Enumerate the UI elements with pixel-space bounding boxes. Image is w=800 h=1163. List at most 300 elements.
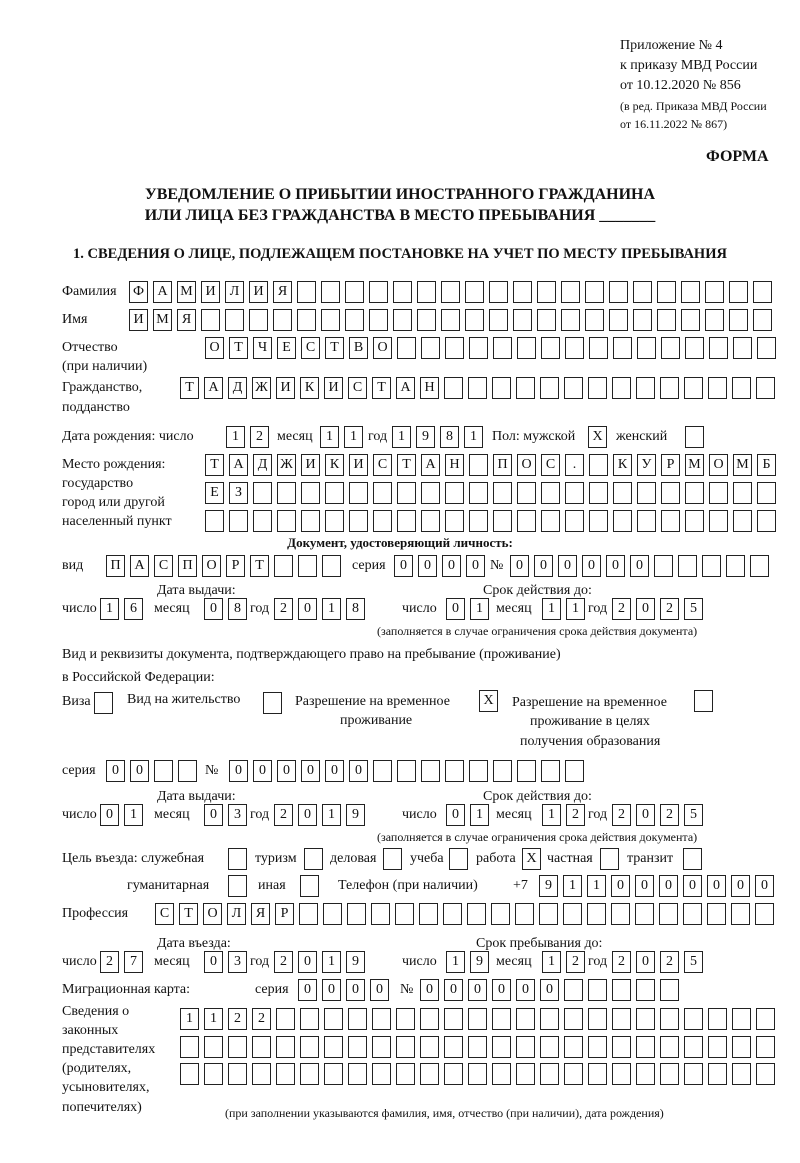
char-cell[interactable]	[276, 1063, 295, 1085]
char-cell[interactable]	[705, 309, 724, 331]
char-cell[interactable]	[561, 281, 580, 303]
char-cell[interactable]	[516, 1063, 535, 1085]
char-cell[interactable]	[441, 309, 460, 331]
char-cell[interactable]	[324, 1008, 343, 1030]
char-cell[interactable]: 1	[587, 875, 606, 897]
char-cell[interactable]	[228, 1063, 247, 1085]
char-cell[interactable]	[660, 1008, 679, 1030]
char-cell[interactable]: 1	[446, 951, 465, 973]
char-cell[interactable]	[372, 1036, 391, 1058]
char-cell[interactable]: 0	[446, 598, 465, 620]
char-cell[interactable]: Р	[275, 903, 294, 925]
char-cell[interactable]: 0	[298, 951, 317, 973]
checkbox-cell[interactable]	[228, 875, 247, 897]
char-cell[interactable]: 1	[322, 951, 341, 973]
char-cell[interactable]	[564, 1036, 583, 1058]
char-cell[interactable]: 2	[566, 951, 585, 973]
char-cell[interactable]	[565, 337, 584, 359]
char-cell[interactable]	[585, 309, 604, 331]
char-cell[interactable]: 0	[534, 555, 553, 577]
char-cell[interactable]	[750, 555, 769, 577]
char-cell[interactable]	[324, 1063, 343, 1085]
char-cell[interactable]: 0	[707, 875, 726, 897]
char-cell[interactable]	[681, 309, 700, 331]
char-cell[interactable]	[321, 281, 340, 303]
char-cell[interactable]	[492, 1008, 511, 1030]
char-cell[interactable]	[613, 510, 632, 532]
char-cell[interactable]	[541, 760, 560, 782]
char-cell[interactable]	[540, 377, 559, 399]
checkbox-cell[interactable]	[263, 692, 282, 714]
char-cell[interactable]	[225, 309, 244, 331]
char-cell[interactable]	[589, 510, 608, 532]
char-cell[interactable]: А	[229, 454, 248, 476]
char-cell[interactable]: О	[373, 337, 392, 359]
char-cell[interactable]: 2	[274, 951, 293, 973]
char-cell[interactable]: 2	[228, 1008, 247, 1030]
char-cell[interactable]	[613, 482, 632, 504]
char-cell[interactable]	[636, 1008, 655, 1030]
char-cell[interactable]: Ч	[253, 337, 272, 359]
char-cell[interactable]	[180, 1063, 199, 1085]
char-cell[interactable]: 0	[442, 555, 461, 577]
char-cell[interactable]	[726, 555, 745, 577]
char-cell[interactable]	[708, 377, 727, 399]
char-cell[interactable]: 1	[180, 1008, 199, 1030]
char-cell[interactable]	[297, 309, 316, 331]
char-cell[interactable]	[492, 1063, 511, 1085]
char-cell[interactable]: 1	[320, 426, 339, 448]
char-cell[interactable]	[252, 1063, 271, 1085]
char-cell[interactable]	[684, 1063, 703, 1085]
char-cell[interactable]: 0	[298, 979, 317, 1001]
char-cell[interactable]	[493, 510, 512, 532]
char-cell[interactable]: 0	[510, 555, 529, 577]
char-cell[interactable]: 1	[322, 804, 341, 826]
char-cell[interactable]	[588, 1063, 607, 1085]
char-cell[interactable]: 0	[298, 598, 317, 620]
char-cell[interactable]	[493, 760, 512, 782]
char-cell[interactable]	[732, 1008, 751, 1030]
char-cell[interactable]	[541, 337, 560, 359]
char-cell[interactable]: К	[613, 454, 632, 476]
char-cell[interactable]	[323, 903, 342, 925]
checkbox-cell[interactable]	[304, 848, 323, 870]
char-cell[interactable]: 0	[636, 804, 655, 826]
char-cell[interactable]: О	[205, 337, 224, 359]
char-cell[interactable]	[540, 1008, 559, 1030]
char-cell[interactable]	[396, 1008, 415, 1030]
char-cell[interactable]: 0	[298, 804, 317, 826]
char-cell[interactable]	[612, 1008, 631, 1030]
char-cell[interactable]	[444, 1008, 463, 1030]
char-cell[interactable]	[705, 281, 724, 303]
char-cell[interactable]: 2	[612, 804, 631, 826]
char-cell[interactable]: 0	[229, 760, 248, 782]
char-cell[interactable]	[300, 1008, 319, 1030]
char-cell[interactable]	[702, 555, 721, 577]
char-cell[interactable]	[373, 510, 392, 532]
char-cell[interactable]	[657, 309, 676, 331]
char-cell[interactable]: 1	[322, 598, 341, 620]
char-cell[interactable]	[441, 281, 460, 303]
char-cell[interactable]	[563, 903, 582, 925]
char-cell[interactable]	[609, 281, 628, 303]
char-cell[interactable]: 0	[755, 875, 774, 897]
char-cell[interactable]	[373, 760, 392, 782]
char-cell[interactable]: М	[177, 281, 196, 303]
char-cell[interactable]: 0	[370, 979, 389, 1001]
char-cell[interactable]: Т	[372, 377, 391, 399]
char-cell[interactable]: 8	[346, 598, 365, 620]
char-cell[interactable]	[444, 1036, 463, 1058]
char-cell[interactable]	[297, 281, 316, 303]
char-cell[interactable]	[633, 309, 652, 331]
char-cell[interactable]	[229, 510, 248, 532]
char-cell[interactable]	[393, 281, 412, 303]
char-cell[interactable]	[755, 903, 774, 925]
char-cell[interactable]	[420, 1008, 439, 1030]
char-cell[interactable]	[397, 482, 416, 504]
char-cell[interactable]	[732, 1063, 751, 1085]
char-cell[interactable]	[707, 903, 726, 925]
char-cell[interactable]: 0	[444, 979, 463, 1001]
char-cell[interactable]	[393, 309, 412, 331]
char-cell[interactable]	[397, 337, 416, 359]
char-cell[interactable]	[660, 377, 679, 399]
char-cell[interactable]: Я	[177, 309, 196, 331]
char-cell[interactable]: 0	[611, 875, 630, 897]
char-cell[interactable]	[443, 903, 462, 925]
char-cell[interactable]	[445, 337, 464, 359]
char-cell[interactable]	[588, 1036, 607, 1058]
char-cell[interactable]	[201, 309, 220, 331]
char-cell[interactable]	[540, 1063, 559, 1085]
char-cell[interactable]: 0	[253, 760, 272, 782]
char-cell[interactable]	[637, 510, 656, 532]
char-cell[interactable]: 8	[228, 598, 247, 620]
char-cell[interactable]: 9	[539, 875, 558, 897]
char-cell[interactable]	[732, 1036, 751, 1058]
char-cell[interactable]: Я	[251, 903, 270, 925]
char-cell[interactable]: Т	[180, 377, 199, 399]
char-cell[interactable]	[276, 1008, 295, 1030]
char-cell[interactable]: 2	[612, 598, 631, 620]
char-cell[interactable]	[249, 309, 268, 331]
char-cell[interactable]: 1	[124, 804, 143, 826]
char-cell[interactable]: И	[324, 377, 343, 399]
char-cell[interactable]: А	[204, 377, 223, 399]
char-cell[interactable]	[635, 903, 654, 925]
char-cell[interactable]: 6	[124, 598, 143, 620]
char-cell[interactable]: 2	[566, 804, 585, 826]
char-cell[interactable]: И	[201, 281, 220, 303]
char-cell[interactable]: К	[300, 377, 319, 399]
char-cell[interactable]: 3	[228, 804, 247, 826]
char-cell[interactable]	[612, 979, 631, 1001]
checkbox-cell[interactable]	[383, 848, 402, 870]
char-cell[interactable]: 1	[566, 598, 585, 620]
char-cell[interactable]	[276, 1036, 295, 1058]
char-cell[interactable]: С	[541, 454, 560, 476]
checkbox-cell[interactable]: X	[522, 848, 541, 870]
char-cell[interactable]	[274, 555, 293, 577]
char-cell[interactable]: 2	[100, 951, 119, 973]
char-cell[interactable]: Т	[179, 903, 198, 925]
char-cell[interactable]	[633, 281, 652, 303]
char-cell[interactable]	[395, 903, 414, 925]
char-cell[interactable]	[654, 555, 673, 577]
char-cell[interactable]: Н	[420, 377, 439, 399]
char-cell[interactable]	[709, 510, 728, 532]
char-cell[interactable]	[636, 377, 655, 399]
char-cell[interactable]	[587, 903, 606, 925]
char-cell[interactable]: 0	[466, 555, 485, 577]
char-cell[interactable]	[681, 281, 700, 303]
char-cell[interactable]	[421, 510, 440, 532]
char-cell[interactable]: М	[153, 309, 172, 331]
char-cell[interactable]	[756, 1063, 775, 1085]
char-cell[interactable]	[348, 1036, 367, 1058]
char-cell[interactable]	[516, 1036, 535, 1058]
char-cell[interactable]	[588, 377, 607, 399]
char-cell[interactable]	[659, 903, 678, 925]
char-cell[interactable]	[757, 482, 776, 504]
char-cell[interactable]	[564, 1063, 583, 1085]
char-cell[interactable]: И	[301, 454, 320, 476]
char-cell[interactable]: 0	[659, 875, 678, 897]
char-cell[interactable]	[273, 309, 292, 331]
char-cell[interactable]	[636, 979, 655, 1001]
checkbox-cell[interactable]	[694, 690, 713, 712]
char-cell[interactable]: 5	[684, 951, 703, 973]
char-cell[interactable]: А	[153, 281, 172, 303]
checkbox-cell[interactable]: X	[588, 426, 607, 448]
checkbox-cell[interactable]: X	[479, 690, 498, 712]
char-cell[interactable]	[444, 377, 463, 399]
char-cell[interactable]: 0	[204, 598, 223, 620]
char-cell[interactable]	[609, 309, 628, 331]
char-cell[interactable]	[445, 760, 464, 782]
char-cell[interactable]: Т	[325, 337, 344, 359]
char-cell[interactable]	[204, 1063, 223, 1085]
char-cell[interactable]	[372, 1008, 391, 1030]
char-cell[interactable]	[733, 510, 752, 532]
char-cell[interactable]	[205, 510, 224, 532]
char-cell[interactable]	[564, 1008, 583, 1030]
char-cell[interactable]	[565, 482, 584, 504]
char-cell[interactable]	[348, 1063, 367, 1085]
char-cell[interactable]	[657, 281, 676, 303]
char-cell[interactable]	[396, 1063, 415, 1085]
char-cell[interactable]	[277, 510, 296, 532]
char-cell[interactable]	[756, 1036, 775, 1058]
char-cell[interactable]	[228, 1036, 247, 1058]
char-cell[interactable]: 0	[301, 760, 320, 782]
char-cell[interactable]	[708, 1063, 727, 1085]
char-cell[interactable]	[420, 1063, 439, 1085]
char-cell[interactable]	[445, 510, 464, 532]
char-cell[interactable]: Ж	[252, 377, 271, 399]
char-cell[interactable]: И	[129, 309, 148, 331]
char-cell[interactable]	[371, 903, 390, 925]
char-cell[interactable]	[349, 510, 368, 532]
char-cell[interactable]: Р	[661, 454, 680, 476]
char-cell[interactable]: В	[349, 337, 368, 359]
char-cell[interactable]	[421, 760, 440, 782]
char-cell[interactable]: Т	[397, 454, 416, 476]
char-cell[interactable]: Т	[229, 337, 248, 359]
char-cell[interactable]: Я	[273, 281, 292, 303]
checkbox-cell[interactable]	[685, 426, 704, 448]
char-cell[interactable]: 9	[470, 951, 489, 973]
char-cell[interactable]: 1	[464, 426, 483, 448]
char-cell[interactable]: 1	[542, 951, 561, 973]
char-cell[interactable]	[708, 1036, 727, 1058]
char-cell[interactable]: И	[276, 377, 295, 399]
char-cell[interactable]: 1	[542, 804, 561, 826]
char-cell[interactable]	[516, 1008, 535, 1030]
char-cell[interactable]: Л	[227, 903, 246, 925]
char-cell[interactable]: 2	[660, 598, 679, 620]
char-cell[interactable]: И	[349, 454, 368, 476]
char-cell[interactable]: 9	[346, 951, 365, 973]
char-cell[interactable]	[637, 337, 656, 359]
char-cell[interactable]: 0	[100, 804, 119, 826]
char-cell[interactable]: 0	[636, 598, 655, 620]
char-cell[interactable]	[467, 903, 486, 925]
checkbox-cell[interactable]	[683, 848, 702, 870]
char-cell[interactable]: 0	[630, 555, 649, 577]
char-cell[interactable]	[468, 1008, 487, 1030]
char-cell[interactable]: М	[733, 454, 752, 476]
char-cell[interactable]: 5	[684, 598, 703, 620]
char-cell[interactable]	[684, 1008, 703, 1030]
char-cell[interactable]: 0	[277, 760, 296, 782]
char-cell[interactable]	[733, 337, 752, 359]
char-cell[interactable]: А	[421, 454, 440, 476]
char-cell[interactable]	[660, 979, 679, 1001]
char-cell[interactable]	[753, 309, 772, 331]
char-cell[interactable]	[513, 281, 532, 303]
char-cell[interactable]	[613, 337, 632, 359]
char-cell[interactable]	[589, 482, 608, 504]
char-cell[interactable]: 2	[660, 804, 679, 826]
char-cell[interactable]: 0	[346, 979, 365, 1001]
char-cell[interactable]: 0	[130, 760, 149, 782]
char-cell[interactable]	[541, 482, 560, 504]
char-cell[interactable]: С	[348, 377, 367, 399]
char-cell[interactable]	[661, 510, 680, 532]
char-cell[interactable]: Б	[757, 454, 776, 476]
char-cell[interactable]	[685, 510, 704, 532]
char-cell[interactable]	[729, 281, 748, 303]
char-cell[interactable]: 1	[344, 426, 363, 448]
char-cell[interactable]	[469, 510, 488, 532]
char-cell[interactable]: 1	[392, 426, 411, 448]
char-cell[interactable]: 0	[394, 555, 413, 577]
char-cell[interactable]	[489, 309, 508, 331]
char-cell[interactable]	[204, 1036, 223, 1058]
char-cell[interactable]	[517, 337, 536, 359]
char-cell[interactable]	[347, 903, 366, 925]
char-cell[interactable]: 1	[470, 804, 489, 826]
char-cell[interactable]	[345, 281, 364, 303]
char-cell[interactable]	[539, 903, 558, 925]
char-cell[interactable]: Л	[225, 281, 244, 303]
char-cell[interactable]	[708, 1008, 727, 1030]
char-cell[interactable]	[421, 482, 440, 504]
char-cell[interactable]	[492, 377, 511, 399]
char-cell[interactable]: 0	[635, 875, 654, 897]
char-cell[interactable]	[369, 309, 388, 331]
char-cell[interactable]: С	[301, 337, 320, 359]
char-cell[interactable]	[731, 903, 750, 925]
char-cell[interactable]	[660, 1036, 679, 1058]
char-cell[interactable]: Р	[226, 555, 245, 577]
char-cell[interactable]	[753, 281, 772, 303]
char-cell[interactable]	[660, 1063, 679, 1085]
char-cell[interactable]: 0	[540, 979, 559, 1001]
char-cell[interactable]	[516, 377, 535, 399]
checkbox-cell[interactable]	[228, 848, 247, 870]
char-cell[interactable]	[565, 510, 584, 532]
checkbox-cell[interactable]	[94, 692, 113, 714]
char-cell[interactable]	[493, 482, 512, 504]
char-cell[interactable]: 0	[558, 555, 577, 577]
char-cell[interactable]	[373, 482, 392, 504]
char-cell[interactable]	[372, 1063, 391, 1085]
char-cell[interactable]	[611, 903, 630, 925]
char-cell[interactable]	[324, 1036, 343, 1058]
char-cell[interactable]	[300, 1036, 319, 1058]
char-cell[interactable]	[517, 482, 536, 504]
char-cell[interactable]	[588, 979, 607, 1001]
char-cell[interactable]	[468, 1036, 487, 1058]
char-cell[interactable]: З	[229, 482, 248, 504]
char-cell[interactable]	[396, 1036, 415, 1058]
char-cell[interactable]	[684, 377, 703, 399]
char-cell[interactable]: О	[517, 454, 536, 476]
char-cell[interactable]	[444, 1063, 463, 1085]
char-cell[interactable]	[588, 1008, 607, 1030]
char-cell[interactable]: .	[565, 454, 584, 476]
char-cell[interactable]: А	[130, 555, 149, 577]
char-cell[interactable]: Н	[445, 454, 464, 476]
char-cell[interactable]: П	[178, 555, 197, 577]
char-cell[interactable]: 2	[250, 426, 269, 448]
char-cell[interactable]	[369, 281, 388, 303]
char-cell[interactable]: П	[493, 454, 512, 476]
char-cell[interactable]	[636, 1063, 655, 1085]
char-cell[interactable]	[709, 482, 728, 504]
char-cell[interactable]: 0	[418, 555, 437, 577]
char-cell[interactable]	[301, 482, 320, 504]
char-cell[interactable]	[420, 1036, 439, 1058]
char-cell[interactable]: 2	[274, 598, 293, 620]
char-cell[interactable]	[540, 1036, 559, 1058]
char-cell[interactable]: 0	[204, 804, 223, 826]
char-cell[interactable]: Ж	[277, 454, 296, 476]
char-cell[interactable]	[252, 1036, 271, 1058]
char-cell[interactable]	[561, 309, 580, 331]
char-cell[interactable]	[757, 510, 776, 532]
char-cell[interactable]	[277, 482, 296, 504]
char-cell[interactable]: 0	[606, 555, 625, 577]
char-cell[interactable]: 8	[440, 426, 459, 448]
char-cell[interactable]	[345, 309, 364, 331]
char-cell[interactable]	[564, 979, 583, 1001]
